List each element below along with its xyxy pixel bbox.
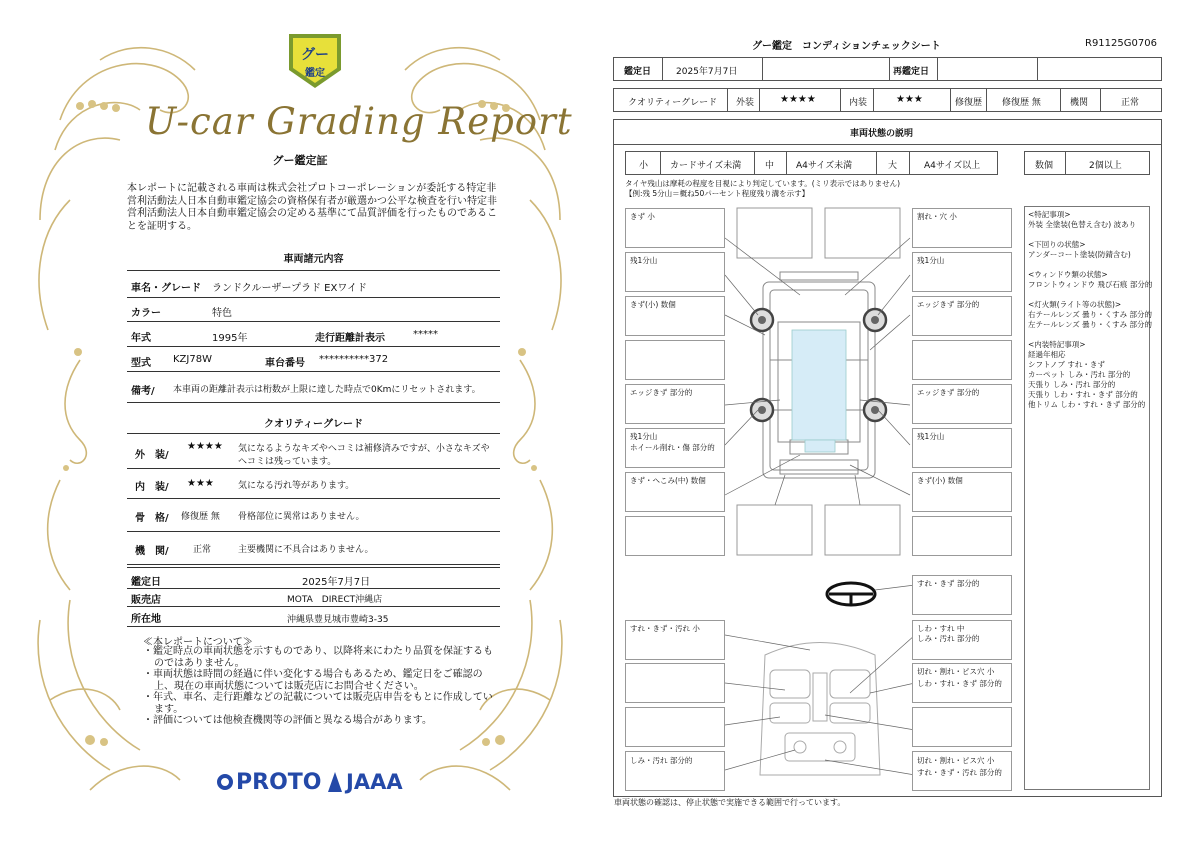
note-item: ・ 年式、車名、走行距離などの記載については販売店申告をもとに作成しています。 [143, 692, 493, 715]
size-small: 小 [639, 161, 649, 171]
tire-note-2: 【例:残 5分山＝概ね50パーセント程度残り溝を示す】 [625, 189, 810, 198]
size-large-desc: A4サイズ以上 [924, 161, 981, 171]
damage-box-interior-right-3 [912, 707, 1012, 747]
spec-row-year [127, 322, 500, 347]
address-value: 沖縄県豊見城市豊崎3-35 [287, 615, 389, 625]
engine-value: 正常 [1121, 98, 1140, 108]
info-row-date [127, 567, 500, 589]
damage-box-tire-front-left: 残1分山 [625, 252, 725, 292]
notes-list [143, 646, 493, 727]
damage-box-bottom-right [912, 516, 1012, 556]
badge-bottom-text: 鑑定 [305, 68, 325, 79]
exterior-text-2: ヘコミは残っています。 [238, 457, 337, 467]
exterior-stars: ★★★★ [780, 94, 816, 105]
proto-logo-icon [217, 774, 233, 790]
size-legend [625, 151, 998, 175]
damage-box-interior-left-2 [625, 663, 725, 703]
info-row-shop [127, 588, 500, 607]
shop-label: 販売店 [131, 595, 161, 606]
name-label: 車名・グレード [131, 283, 201, 294]
damage-box-rear-right: きず(小) 数個 [912, 472, 1012, 512]
repair-value: 修復歴 無 [1002, 98, 1041, 108]
engine-text: 主要機関に不具合はありません。 [238, 545, 374, 555]
grade-row-engine [127, 532, 500, 565]
engine-label: 機 関/ [135, 546, 169, 557]
damage-box-front-left: きず 小 [625, 208, 725, 248]
info-row-address [127, 607, 500, 627]
quality-grade-label: クオリティーグレード [628, 98, 718, 108]
date-label: 鑑定日 [131, 577, 161, 588]
chassis-label: 車台番号 [265, 358, 305, 369]
jaaa-logo: JAAA [328, 770, 403, 794]
size-mid-desc: A4サイズ未満 [796, 161, 853, 171]
date-row [613, 57, 1162, 81]
chassis-value: **********372 [319, 354, 389, 365]
date-label: 鑑定日 [624, 67, 652, 77]
damage-box-interior-right-1: しわ・すれ 中 しみ・汚れ 部分的 [912, 620, 1012, 660]
name-value: ランドクルーザープラド EXワイド [212, 283, 368, 294]
damage-box-tire-rear-left: 残1分山 ホイール削れ・傷 部分的 [625, 428, 725, 468]
interior-stars: ★★★ [896, 94, 923, 105]
report-script-title: U-car Grading Report [145, 100, 573, 143]
odometer-value: ***** [413, 329, 438, 340]
date-value: 2025年7月7日 [302, 577, 371, 588]
damage-box-right-middle [912, 340, 1012, 380]
damage-box-left-front-door: きず(小) 数個 [625, 296, 725, 336]
count-desc: 2個以上 [1089, 161, 1122, 171]
exterior-text-1: 気になるようなキズやヘコミは補修済みですが、小さなキズや [238, 444, 490, 454]
spec-row-model [127, 347, 500, 372]
damage-box-interior-left-4: しみ・汚れ 部分的 [625, 751, 725, 791]
damage-box-tire-front-right: 残1分山 [912, 252, 1012, 292]
spec-row-name [127, 270, 500, 298]
special-notes: <特記事項> 外装 全塗装(色替え含む) 波あり <下回りの状態> アンダーコート塗装(防錆含む) <ウィンドウ類の状態> フロントウィンドウ 飛び石痕 部分的 <灯火類(ライト等の状態)> 右テールレンズ 曇り・くすみ 部分的 左テールレンズ 曇り・くすみ 部分的 <内装特記事項> 経過年相応 シフトノブ すれ・きず カーペット しみ・汚れ 部分的 天張り しみ・汚れ 部分的 天張り しわ・すれ・きず 部分的 他トリム しわ・すれ・きず 部分的 [1028, 210, 1153, 409]
color-value: 特色 [212, 308, 232, 319]
report-code: R91125G0706 [1085, 38, 1157, 49]
damage-box-front-right: 割れ・穴 小 [912, 208, 1012, 248]
grade-row-interior [127, 468, 500, 499]
jaaa-logo-icon [328, 772, 342, 792]
damage-box-steering: すれ・きず 部分的 [912, 575, 1012, 615]
proto-logo: PROTO [217, 770, 321, 795]
frame-label: 骨 格/ [135, 513, 169, 524]
date-value: 2025年7月7日 [676, 67, 738, 77]
spec-heading: 車両諸元内容 [283, 254, 344, 265]
count-legend [1024, 151, 1150, 175]
engine-value: 正常 [193, 545, 212, 555]
damage-box-right-front-door: エッジきず 部分的 [912, 296, 1012, 336]
spec-row-color [127, 297, 500, 322]
check-sheet-footer: 車両状態の確認は、停止状態で実施できる範囲で行っています。 [614, 798, 846, 807]
odometer-label: 走行距離計表示 [315, 333, 385, 344]
note-item: ・ 車両状態は時間の経過に伴い変化する場合もあるため、鑑定日をご確認の上、現在の車両状態については販売店にお問合せください。 [143, 669, 493, 692]
interior-label: 内 装/ [135, 482, 169, 493]
size-small-desc: カードサイズ未満 [670, 161, 742, 171]
exterior-label: 外装 [736, 98, 755, 108]
model-value: KZJ78W [173, 354, 212, 365]
damage-box-tire-rear-right: 残1分山 [912, 428, 1012, 468]
interior-stars: ★★★ [187, 478, 214, 489]
remark-value: 本車両の距離計表示は桁数が上限に達した時点で0Kmにリセットされます。 [173, 385, 481, 395]
color-label: カラー [131, 308, 161, 319]
redate-label: 再鑑定日 [893, 67, 930, 77]
frame-text: 骨格部位に異常はありません。 [238, 512, 365, 522]
note-item: ・ 評価については他検査機関等の評価と異なる場合があります。 [143, 715, 493, 727]
shop-value: MOTA DIRECT沖縄店 [287, 595, 383, 605]
damage-box-left-rear-door: エッジきず 部分的 [625, 384, 725, 424]
remark-label: 備考/ [131, 386, 155, 397]
damage-box-interior-left-1: すれ・きず・汚れ 小 [625, 620, 725, 660]
grade-summary-row [613, 88, 1162, 112]
damage-box-rear-left: きず・へこみ(中) 数個 [625, 472, 725, 512]
note-item: ・ 鑑定時点の車両状態を示すものであり、以降将来にわたり品質を保証するものではありません。 [143, 646, 493, 669]
grade-row-frame [127, 499, 500, 532]
damage-box-bottom-left [625, 516, 725, 556]
damage-box-interior-right-4: 切れ・割れ・ピス穴 小 すれ・きず・汚れ 部分的 [912, 751, 1012, 791]
size-mid: 中 [765, 161, 775, 171]
year-value: 1995年 [212, 333, 248, 344]
grade-heading: クオリティーグレード [264, 419, 363, 430]
interior-diagram [725, 575, 915, 790]
tire-note-1: タイヤ残山は摩耗の程度を目視により判定しています。(ミリ表示ではありません) [625, 179, 901, 188]
frame-value: 修復歴 無 [181, 512, 220, 522]
model-label: 型式 [131, 358, 151, 369]
damage-box-right-rear-door: エッジきず 部分的 [912, 384, 1012, 424]
spec-row-remark [127, 372, 500, 403]
damage-box-interior-right-2: 切れ・割れ・ピス穴 小 しわ・すれ・きず 部分的 [912, 663, 1012, 703]
certificate-body: 本レポートに記載される車両は株式会社プロトコーポレーションが委託する特定非営利活動法人日本自動車鑑定協会の資格保有者が厳選かつ公平な検査を行い特定非営利活動法人日本自動車鑑定協会の定める基準にて品質評価を行ったものであることを証明する。 [127, 183, 497, 232]
interior-text: 気になる汚れ等があります。 [238, 481, 355, 491]
engine-label: 機関 [1070, 98, 1089, 108]
repair-label: 修復歴 [955, 98, 983, 108]
exterior-label: 外 装/ [135, 450, 169, 461]
state-heading: 車両状態の説明 [850, 129, 914, 139]
interior-label: 内装 [849, 98, 868, 108]
damage-box-left-middle [625, 340, 725, 380]
year-label: 年式 [131, 333, 151, 344]
badge-top-text: グー [301, 47, 329, 63]
damage-box-interior-left-3 [625, 707, 725, 747]
notes-title: ≪本レポートについて≫ [143, 637, 253, 648]
address-label: 所在地 [131, 614, 161, 625]
grade-row-exterior [127, 433, 500, 469]
check-sheet-title: グー鑑定 コンディションチェックシート [752, 41, 941, 52]
size-large: 大 [888, 161, 898, 171]
exterior-stars: ★★★★ [187, 441, 223, 452]
goo-kantei-badge [285, 30, 345, 96]
count-label: 数個 [1035, 161, 1054, 171]
certificate-title: グー鑑定証 [272, 154, 328, 167]
